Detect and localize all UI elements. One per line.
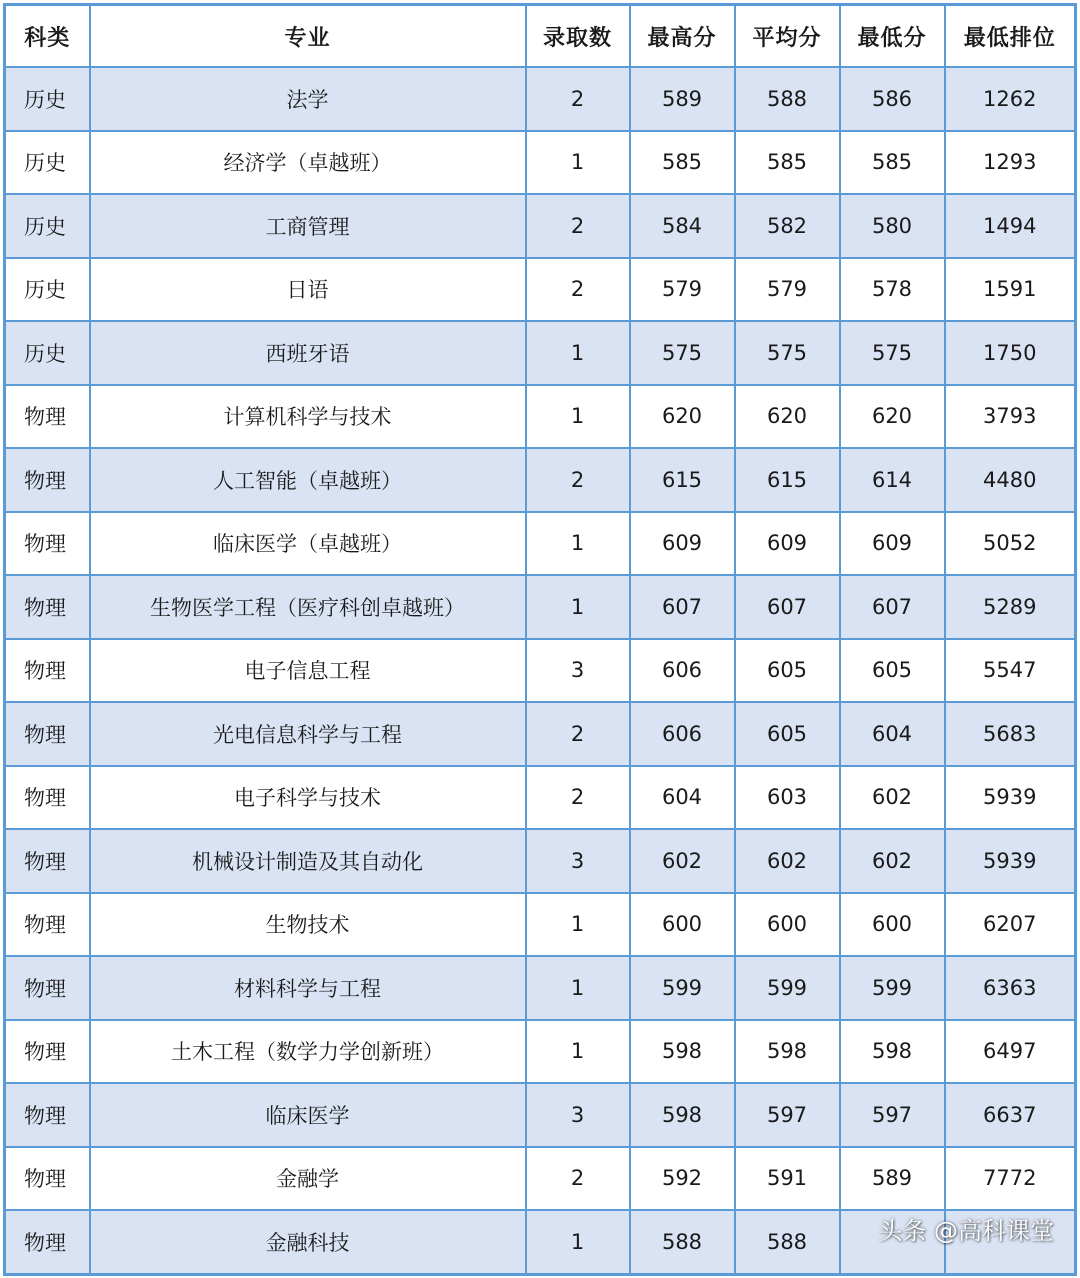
table-row — [5, 385, 1076, 449]
cell-lowest: 586 — [840, 67, 945, 131]
cell-highest: 606 — [630, 639, 735, 703]
cell-rank: 1262 — [945, 67, 1076, 131]
cell-average: 607 — [735, 575, 840, 639]
cell-category: 物理 — [5, 1020, 90, 1084]
table-row — [5, 512, 1076, 576]
table-row — [5, 766, 1076, 830]
cell-rank: 6207 — [945, 893, 1076, 957]
cell-rank: 1750 — [945, 321, 1076, 385]
cell-category: 历史 — [5, 131, 90, 195]
cell-category: 物理 — [5, 512, 90, 576]
cell-major: 临床医学（卓越班） — [90, 512, 526, 576]
table-row — [5, 893, 1076, 957]
cell-average: 609 — [735, 512, 840, 576]
cell-lowest: 609 — [840, 512, 945, 576]
table-body — [5, 67, 1076, 1274]
cell-count: 2 — [526, 702, 630, 766]
cell-major: 机械设计制造及其自动化 — [90, 829, 526, 893]
cell-lowest: 575 — [840, 321, 945, 385]
cell-rank: 1591 — [945, 258, 1076, 322]
cell-category: 物理 — [5, 702, 90, 766]
cell-count: 1 — [526, 1020, 630, 1084]
cell-lowest: 602 — [840, 766, 945, 830]
cell-average: 579 — [735, 258, 840, 322]
cell-category: 物理 — [5, 639, 90, 703]
cell-category: 历史 — [5, 67, 90, 131]
cell-rank: 6363 — [945, 956, 1076, 1020]
table-row — [5, 321, 1076, 385]
cell-highest: 579 — [630, 258, 735, 322]
cell-lowest: 589 — [840, 1147, 945, 1211]
table-row — [5, 448, 1076, 512]
cell-major: 西班牙语 — [90, 321, 526, 385]
cell-highest: 609 — [630, 512, 735, 576]
cell-category: 历史 — [5, 321, 90, 385]
header-lowest-score: 最低分 — [840, 5, 945, 68]
cell-rank: 6637 — [945, 1083, 1076, 1147]
cell-category: 物理 — [5, 766, 90, 830]
table-row — [5, 702, 1076, 766]
cell-major: 土木工程（数学力学创新班） — [90, 1020, 526, 1084]
cell-count: 1 — [526, 575, 630, 639]
cell-rank: 6497 — [945, 1020, 1076, 1084]
cell-lowest: 620 — [840, 385, 945, 449]
cell-category: 物理 — [5, 1210, 90, 1274]
table-row — [5, 956, 1076, 1020]
cell-category: 物理 — [5, 893, 90, 957]
cell-count: 1 — [526, 385, 630, 449]
cell-lowest: 602 — [840, 829, 945, 893]
cell-major: 生物医学工程（医疗科创卓越班） — [90, 575, 526, 639]
cell-major: 法学 — [90, 67, 526, 131]
cell-major: 生物技术 — [90, 893, 526, 957]
cell-rank: 5289 — [945, 575, 1076, 639]
cell-average: 588 — [735, 67, 840, 131]
table-row — [5, 639, 1076, 703]
table-row — [5, 194, 1076, 258]
cell-highest: 600 — [630, 893, 735, 957]
cell-average: 588 — [735, 1210, 840, 1274]
cell-count: 3 — [526, 1083, 630, 1147]
cell-highest: 598 — [630, 1083, 735, 1147]
cell-average: 615 — [735, 448, 840, 512]
cell-highest: 602 — [630, 829, 735, 893]
cell-highest: 575 — [630, 321, 735, 385]
cell-highest: 620 — [630, 385, 735, 449]
cell-major: 电子科学与技术 — [90, 766, 526, 830]
header-row — [5, 5, 1076, 68]
cell-average: 597 — [735, 1083, 840, 1147]
cell-count: 1 — [526, 512, 630, 576]
cell-count: 2 — [526, 194, 630, 258]
cell-rank: 5683 — [945, 702, 1076, 766]
cell-count: 2 — [526, 448, 630, 512]
table-row — [5, 67, 1076, 131]
cell-major: 工商管理 — [90, 194, 526, 258]
admission-score-table — [3, 3, 1077, 1276]
cell-lowest: 597 — [840, 1083, 945, 1147]
cell-count: 1 — [526, 321, 630, 385]
cell-category: 物理 — [5, 1147, 90, 1211]
cell-average: 598 — [735, 1020, 840, 1084]
cell-count: 1 — [526, 956, 630, 1020]
cell-major: 计算机科学与技术 — [90, 385, 526, 449]
cell-rank: 1494 — [945, 194, 1076, 258]
header-major: 专业 — [90, 5, 526, 68]
cell-highest: 584 — [630, 194, 735, 258]
cell-count: 1 — [526, 1210, 630, 1274]
cell-lowest: 604 — [840, 702, 945, 766]
cell-rank: 1293 — [945, 131, 1076, 195]
table-header — [5, 5, 1076, 68]
cell-rank — [945, 1210, 1076, 1274]
cell-count: 2 — [526, 766, 630, 830]
cell-lowest: 605 — [840, 639, 945, 703]
cell-highest: 598 — [630, 1020, 735, 1084]
cell-rank: 5547 — [945, 639, 1076, 703]
cell-major: 人工智能（卓越班） — [90, 448, 526, 512]
cell-average: 605 — [735, 702, 840, 766]
cell-rank: 5052 — [945, 512, 1076, 576]
watermark-text: 头条 @高科课堂 — [878, 1217, 1054, 1245]
cell-lowest: 585 — [840, 131, 945, 195]
cell-count: 3 — [526, 829, 630, 893]
cell-count: 1 — [526, 131, 630, 195]
cell-category: 历史 — [5, 258, 90, 322]
cell-highest: 588 — [630, 1210, 735, 1274]
cell-major: 金融科技 — [90, 1210, 526, 1274]
cell-highest: 589 — [630, 67, 735, 131]
cell-lowest: 599 — [840, 956, 945, 1020]
header-highest-score: 最高分 — [630, 5, 735, 68]
cell-category: 物理 — [5, 448, 90, 512]
cell-lowest: 600 — [840, 893, 945, 957]
table-row — [5, 1147, 1076, 1211]
cell-average: 603 — [735, 766, 840, 830]
cell-category: 物理 — [5, 575, 90, 639]
cell-count: 3 — [526, 639, 630, 703]
cell-rank: 3793 — [945, 385, 1076, 449]
cell-lowest: 607 — [840, 575, 945, 639]
cell-rank: 5939 — [945, 766, 1076, 830]
cell-count: 2 — [526, 67, 630, 131]
cell-rank: 7772 — [945, 1147, 1076, 1211]
cell-category: 物理 — [5, 1083, 90, 1147]
cell-major: 光电信息科学与工程 — [90, 702, 526, 766]
cell-average: 602 — [735, 829, 840, 893]
header-lowest-rank: 最低排位 — [945, 5, 1076, 68]
cell-lowest: 598 — [840, 1020, 945, 1084]
cell-average: 582 — [735, 194, 840, 258]
cell-major: 金融学 — [90, 1147, 526, 1211]
cell-highest: 592 — [630, 1147, 735, 1211]
cell-highest: 604 — [630, 766, 735, 830]
cell-rank: 5939 — [945, 829, 1076, 893]
cell-major: 日语 — [90, 258, 526, 322]
cell-major: 材料科学与工程 — [90, 956, 526, 1020]
cell-count: 2 — [526, 258, 630, 322]
table-row — [5, 829, 1076, 893]
cell-highest: 615 — [630, 448, 735, 512]
cell-highest: 607 — [630, 575, 735, 639]
table-row — [5, 1020, 1076, 1084]
header-subject-category: 科类 — [5, 5, 90, 68]
table-row — [5, 131, 1076, 195]
table-row — [5, 1083, 1076, 1147]
cell-count: 1 — [526, 893, 630, 957]
cell-count: 2 — [526, 1147, 630, 1211]
cell-rank: 4480 — [945, 448, 1076, 512]
cell-lowest — [840, 1210, 945, 1274]
cell-category: 物理 — [5, 956, 90, 1020]
table-row — [5, 575, 1076, 639]
cell-lowest: 578 — [840, 258, 945, 322]
cell-lowest: 580 — [840, 194, 945, 258]
cell-lowest: 614 — [840, 448, 945, 512]
cell-major: 电子信息工程 — [90, 639, 526, 703]
cell-average: 605 — [735, 639, 840, 703]
cell-category: 物理 — [5, 385, 90, 449]
table-row — [5, 1210, 1076, 1274]
cell-major: 临床医学 — [90, 1083, 526, 1147]
cell-highest: 606 — [630, 702, 735, 766]
cell-highest: 585 — [630, 131, 735, 195]
cell-average: 575 — [735, 321, 840, 385]
cell-average: 591 — [735, 1147, 840, 1211]
cell-major: 经济学（卓越班） — [90, 131, 526, 195]
cell-highest: 599 — [630, 956, 735, 1020]
cell-average: 620 — [735, 385, 840, 449]
table-row — [5, 258, 1076, 322]
cell-average: 599 — [735, 956, 840, 1020]
header-admitted-count: 录取数 — [526, 5, 630, 68]
header-average-score: 平均分 — [735, 5, 840, 68]
cell-category: 物理 — [5, 829, 90, 893]
cell-average: 600 — [735, 893, 840, 957]
cell-average: 585 — [735, 131, 840, 195]
cell-category: 历史 — [5, 194, 90, 258]
